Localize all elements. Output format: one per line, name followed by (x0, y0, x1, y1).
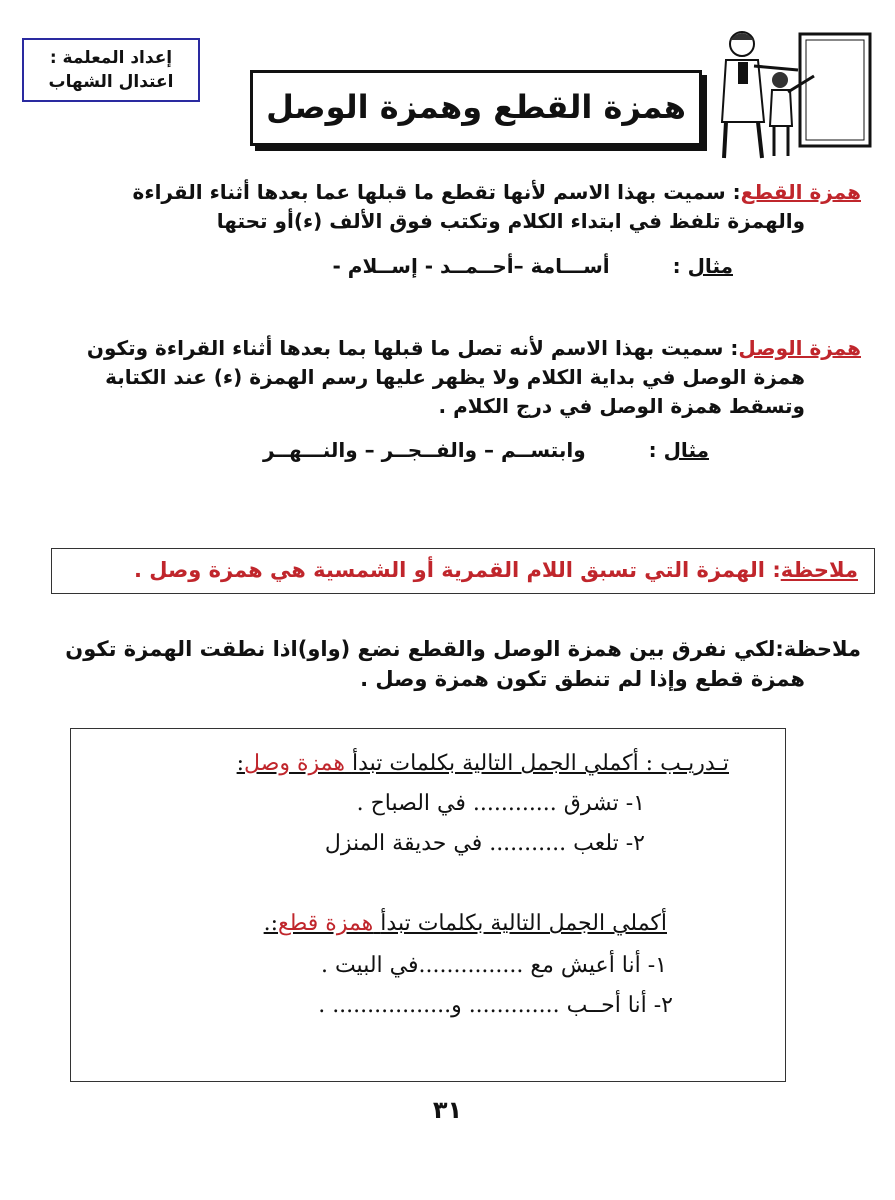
qat-term: همزة القطع (740, 180, 861, 204)
qat-definition-line1: : سميت بهذا الاسم لأنها تقطع ما قبلها عما بعدها أثناء القراءة (132, 180, 741, 204)
qat-example (333, 254, 733, 278)
note2-line2: همزة قطع وإذا لم تنطق تكون همزة وصل . (360, 667, 805, 691)
wasl-example-label: مثال (663, 438, 709, 462)
exercise-heading-qat-term: همزة قطع (278, 911, 374, 936)
wasl-definition-line2: همزة الوصل في بداية الكلام ولا يظهر عليها رسم الهمزة (ء) عند الكتابة (105, 365, 805, 389)
page-title-box (250, 70, 702, 146)
exercise-heading-wasl-term: همزة وصل (244, 751, 345, 776)
wasl-example-words: وابتســم – والفــجــر – والنـــهــر (262, 438, 586, 462)
exercise-item-2: ٢- تلعب ........... في حديقة المنزل (324, 831, 645, 856)
author-box (22, 38, 200, 102)
wasl-definition-line3: وتسقط همزة الوصل في درج الكلام . (438, 394, 805, 418)
wasl-paragraph (31, 334, 861, 421)
exercise-heading-wasl-text: تـدريـب : أكملي الجمل التالية بكلمات تبدأ (351, 751, 729, 776)
qat-example-colon: : (672, 254, 681, 278)
note2-line1: ملاحظة:لكي نفرق بين همزة الوصل والقطع نضع (واو)اذا نطقت الهمزة تكون (65, 637, 861, 661)
exercise-heading-qat (264, 911, 667, 936)
wasl-definition-line1: : سميت بهذا الاسم لأنه تصل ما قبلها بما بعدها أثناء القراءة وتكون (86, 336, 739, 360)
exercise-heading-qat-colon: :. (263, 911, 279, 936)
page-number: ٣١ (432, 1096, 463, 1124)
exercise-item-1: ١- تشرق ............ في الصباح . (356, 791, 645, 816)
wasl-example-colon: : (648, 438, 657, 462)
note2-paragraph (31, 634, 861, 694)
exercise-box (70, 728, 786, 1082)
exercise-heading-wasl-colon: : (236, 751, 245, 776)
exercise-item-4: ٢- أنا أحــب ............. و................. . (318, 993, 673, 1018)
note-box (51, 548, 875, 594)
teacher-student-illustration (708, 22, 876, 162)
page-title: همزة القطع وهمزة الوصل (266, 88, 686, 126)
qat-example-label: مثال (687, 254, 733, 278)
qat-paragraph (31, 178, 861, 236)
exercise-heading-wasl (237, 751, 729, 776)
author-name: اعتدال الشهاب (48, 72, 174, 92)
note-label: ملاحظة (780, 558, 858, 582)
note-text: : الهمزة التي تسبق اللام القمرية أو الشمسية هي همزة وصل . (133, 558, 781, 582)
wasl-example (263, 438, 709, 462)
exercise-item-3: ١- أنا أعيش مع ...............في البيت . (320, 953, 667, 978)
qat-example-words: أســـامة –أحــمــد - إســلام - (332, 254, 610, 278)
wasl-term: همزة الوصل (738, 336, 861, 360)
exercise-heading-qat-text: أكملي الجمل التالية بكلمات تبدأ (380, 911, 667, 936)
author-label: إعداد المعلمة : (49, 48, 173, 68)
qat-definition-line2: والهمزة تلفظ في ابتداء الكلام وتكتب فوق الألف (ء)أو تحتها (216, 209, 805, 233)
